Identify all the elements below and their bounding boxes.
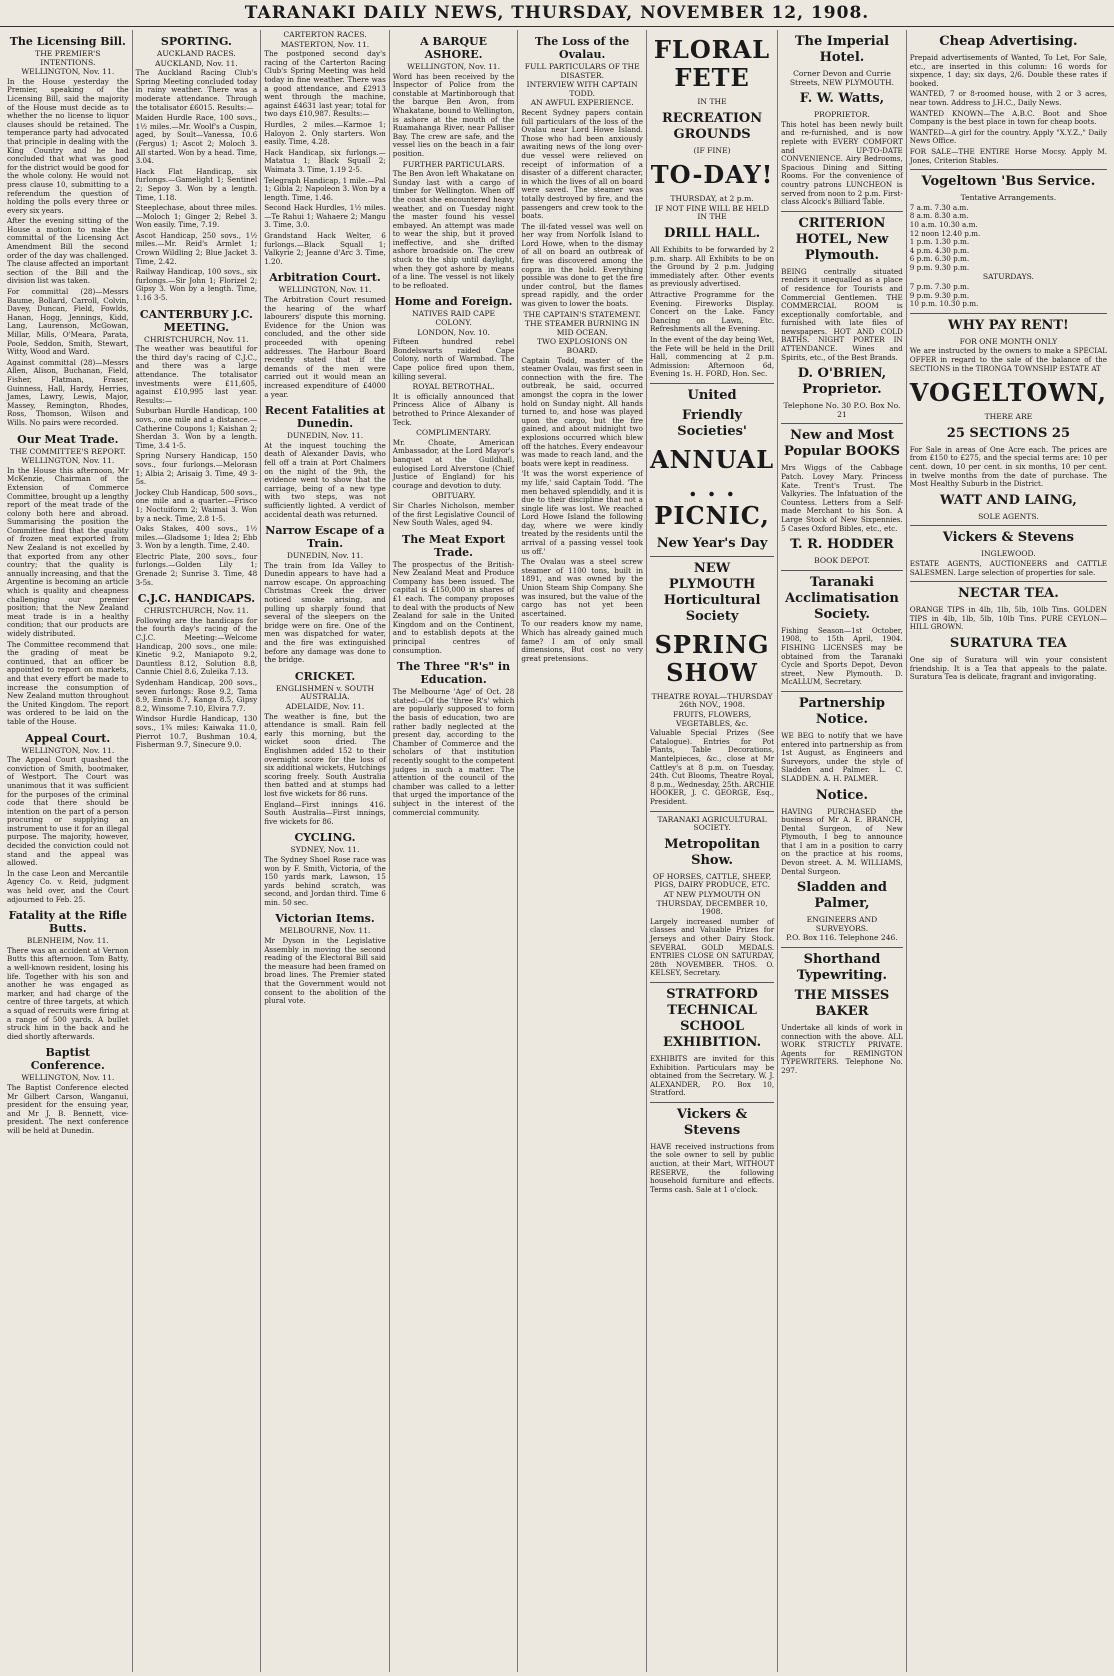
timetable-row: 6 p.m. 6.30 p.m. xyxy=(909,254,970,264)
article-headline: Arbitration Court. xyxy=(269,271,381,285)
body-text: WE BEG to notify that we have entered into partnership as from 1st August, as Engineers and Surveyors, under the style of Sladden and Palmer. L. C. SLADDEN. A. H. PALMER. xyxy=(781,730,903,783)
body-text: Attractive Programme for the Evening. Fireworks Display. Concert on the Lake. Fancy Dancing on Lawn, Etc. Refreshments all the Evening. xyxy=(649,289,775,334)
subheading: THERE ARE xyxy=(984,412,1033,422)
subheading: FOR ONE MONTH ONLY xyxy=(959,336,1058,346)
body-text: Spring Nursery Handicap, 150 sovs., four furlongs.—Melorasn 1; Albia 2; Arisaig 3. Time, 49 3-5s. xyxy=(135,451,258,487)
subheading: FULL PARTICULARS OF THE DISASTER. xyxy=(524,62,640,80)
body-text: WANTED—A girl for the country. Apply "X.Y.Z.," Daily News Office. xyxy=(909,127,1108,146)
advert-heading: D. O'BRIEN, Proprietor. xyxy=(797,366,887,398)
body-text: The Appeal Court quashed the conviction of Smith, bootmaker, of Westport. The Court was unanimous that it was sufficient for the purposes of the criminal code that there should be intention on the part of a person procuring or supplying an instrument to use it for an illegal purpose. The majority, however, decided the conviction could not stand and the appeal was allowed. xyxy=(7,755,129,868)
body-text: The Sydney Shoel Rose race was won by F. Smith, Victoria, of the 150 yards mark, Lawson, 15 yards behind scratch, was second, and Jordan third. Time 6 min. 50 sec. xyxy=(264,854,386,907)
body-text: Ascot Handicap, 250 sovs., 1½ miles.—Mr. Reid's Armlet 1; Crown Wildling 2; Blue Jacket 3. Time, 2.42. xyxy=(135,230,258,266)
body-text: The Ovalau was a steel screw steamer of 1100 tons, built in 1891, and was owned by the Union Steam Ship Company. She was insured, but the value of the cargo has not yet been ascertained. xyxy=(521,557,643,618)
body-text: Valuable Special Prizes (See Catalogue). Entries for Pot Plants, Table Decorations, Mantelpieces, &c., close at Mr Cattley's at 8 p.m. on Tuesday, 24th. Cut Blooms, Theatre Royal, 8 p.m., Wednesday, 25th. ARCHIE HOOKER, J. C. GEORGE, Esq., President. xyxy=(649,728,775,806)
article-headline: The Loss of the Ovalau. xyxy=(535,35,630,61)
body-text: Undertake all kinds of work in connection with the above. ALL WORK STRICTLY PRIVATE. Agents for REMINGTON TYPEWRITERS. Telephone No. 297. xyxy=(781,1023,903,1075)
body-text: WANTED, 7 or 8-roomed house, with 2 or 3 acres, near town. Address to J.H.C., Daily News. xyxy=(909,89,1108,107)
subheading: DUNEDIN, Nov. 11. xyxy=(286,551,364,561)
article-headline: Appeal Court. xyxy=(25,731,111,745)
column-divider-rule xyxy=(650,811,774,812)
body-text: Telegraph Handicap, 1 mile.—Pal 1; Gibla 2; Napoleon 3. Won by a length. Time, 1.46. xyxy=(264,175,386,202)
article-headline: The Three "R's" in Education. xyxy=(397,660,511,687)
subheading: WELLINGTON, Nov. 11. xyxy=(21,1073,115,1083)
advert-heading: New and Most Popular BOOKS xyxy=(783,428,900,460)
subheading: NATIVES RAID CAPE COLONY. xyxy=(412,309,496,328)
article-headline: Recent Fatalities at Dunedin. xyxy=(264,404,386,431)
advert-display-heading: SPRING SHOW xyxy=(654,629,770,687)
newspaper-column xyxy=(390,30,519,1672)
subheading: LONDON, Nov. 10. xyxy=(417,327,490,337)
body-text: Hurdles, 2 miles.—Karmoe 1; Haloyon 2. Only starters. Won easily. Time, 4.28. xyxy=(264,119,386,147)
subheading: WELLINGTON, Nov. 11. xyxy=(407,62,501,71)
masthead: TARANAKI DAILY NEWS, THURSDAY, NOVEMBER 12, 1908. xyxy=(0,0,1114,27)
body-text: The weather is fine, but the attendance is small. Rain fell early this morning, but the wicket soon dried. The Englishmen added 152 to their overnight score for the loss of six additional wickets, Hutchings scoring freely. South Australia then batted and at stumps had lost five wickets for 86 runs. xyxy=(264,711,386,798)
article-headline: Fatality at the Rifle Butts. xyxy=(8,909,128,936)
body-text: The Baptist Conference elected Mr Gilbert Carson, Wanganui, president for the ensuing year, and Mr J. B. Bennett, vice-president. The next conference will be held at Dunedin. xyxy=(7,1082,129,1135)
advert-heading: Shorthand Typewriting. xyxy=(796,952,888,984)
body-text: For Sale in areas of One Acre each. The prices are from £150 to £275, and the special terms are: 10 per cent. down, 10 per cent. in six months, 10 per cent. in twelve months from the date of purchase. The Most Healthy Suburb in the District. xyxy=(909,444,1108,489)
column-divider-rule xyxy=(781,691,903,692)
body-text: One sip of Suratura will win your consistent friendship. It is a Tea that appeals to the palate. Suratura Tea is delicate, fragrant and invigorating. xyxy=(909,654,1108,682)
subheading: CHRISTCHURCH, Nov. 11. xyxy=(144,606,249,616)
body-text: ORANGE TIPS in 4lb, 1lb, 5lb, 10lb Tins. GOLDEN TIPS in 4lb, 1lb, 5lb, 10lb Tins. PURE CEYLON—HILL GROWN. xyxy=(909,605,1108,632)
advert-heading: Cheap Advertising. xyxy=(939,34,1078,49)
article-headline: Our Meat Trade. xyxy=(17,432,119,446)
timetable-row: 9 p.m. 9.30 p.m. xyxy=(909,290,970,300)
column-divider-rule xyxy=(781,423,903,424)
subheading: INTERVIEW WITH CAPTAIN TODD. xyxy=(526,80,638,98)
timetable-row: 1 p.m. 1.30 p.m. xyxy=(909,237,970,247)
advert-heading: Vogeltown 'Bus Service. xyxy=(921,174,1096,190)
subheading: THE STEAMER BURNING IN MID OCEAN. xyxy=(524,319,640,337)
body-text: The Arbitration Court resumed the hearing of the wharf labourers' dispute this morning. Evidence for the Union was concluded, and the other side proceeded with opening addresses. The Harbour Board recently stated that if the demands of the men were carried out it would mean an increased expenditure of £4000 a year. xyxy=(264,295,386,399)
advert-heading: Notice. xyxy=(815,787,869,803)
body-text: EXHIBITS are invited for this Exhibition. Particulars may be obtained from the Secretary. W. J. ALEXANDER, P.O. Box 10, Stratford. xyxy=(649,1053,775,1098)
body-text: The Auckland Racing Club's Spring Meeting concluded today in rainy weather. There was a moderate attendance. Through the totalisator £6015. Results:— xyxy=(135,68,258,112)
advert-heading: NECTAR TEA. xyxy=(958,586,1059,602)
column-divider-rule xyxy=(910,525,1107,526)
advert-heading: United xyxy=(687,387,737,403)
body-text: Mr. Choate, American Ambassador, at the Lord Mayor's banquet at the Guildhall, eulogised Lord Alverstone (Chief Justice of England) for his courage and devotion to duty. xyxy=(392,437,515,490)
advert-heading: WHY PAY RENT! xyxy=(948,317,1069,333)
subheading: WELLINGTON, Nov. 11. xyxy=(21,745,115,755)
subheading: SYDNEY, Nov. 11. xyxy=(290,845,360,855)
body-text: Following are the handicaps for the fourth day's racing of the C.J.C. Meeting:—Welcome Handicap, 200 sovs., one mile: Kinetic 9.2, Maniapoto 9.2, Dauntless 8.12, Solution 8.8, Cannie Chiel 8.6, Zuleika 7.13. xyxy=(135,615,258,677)
body-text: It is officially announced that Princess Alice of Albany is betrothed to Prince Alexander of Teck. xyxy=(392,391,515,427)
newspaper-column xyxy=(907,30,1110,1672)
advert-heading: Friendly Societies' xyxy=(677,407,747,439)
body-text: Fifteen hundred rebel Bondelswarts raided Cape Colony, north of Warmbad. The Cape police fired upon them, killing several. xyxy=(392,337,515,381)
subheading: CHRISTCHURCH, Nov. 11. xyxy=(144,334,249,344)
subheading: BLENHEIM, Nov. 11. xyxy=(26,936,109,946)
subheading: Tentative Arrangements. xyxy=(960,193,1057,203)
subheading: COMPLIMENTARY. xyxy=(416,428,492,438)
article-headline: A BARQUE ASHORE. xyxy=(420,35,488,61)
article-headline: CANTERBURY J.C. MEETING. xyxy=(139,307,253,334)
body-text: ESTATE AGENTS, AUCTIONEERS and CATTLE SALESMEN. Large selection of properties for sale. xyxy=(909,558,1108,577)
body-text: Recent Sydney papers contain full particulars of the loss of the Ovalau near Lord Howe Island. Those who had been anxiously awaiting news of the long over-due vessel were relieved on receipt of information of a disaster of a different character, in which the lives of all on board were saved. The steamer was totally destroyed by fire, and the passengers and crew took to the boats. xyxy=(521,107,643,221)
column-divider-rule xyxy=(650,383,774,384)
subheading: (IF FINE) xyxy=(693,145,731,155)
subheading: THE PREMIER'S INTENTIONS. xyxy=(35,49,101,67)
body-text: Second Hack Hurdles, 1½ miles.—Te Rahui 1; Wahaere 2; Mangu 3. Time, 3.0. xyxy=(264,203,386,230)
subheading: FURTHER PARTICULARS. xyxy=(402,159,505,169)
advert-heading: CRITERION HOTEL, New Plymouth. xyxy=(795,215,889,263)
subheading: OF HORSES, CATTLE, SHEEP, PIGS, DAIRY PRODUCE, ETC. xyxy=(652,871,772,890)
advert-heading: Taranaki Acclimatisation Society. xyxy=(785,574,899,622)
body-text: This hotel has been newly built and re-furnished, and is now replete with EVERY COMFORT and UP-TO-DATE CONVENIENCE. Airy Bedrooms, Spacious Dining and Sitting Rooms. For the convenience of country patrons LUNCHEON is served from noon to 2 p.m. First-class Alcock's Billiard Table. xyxy=(781,119,903,207)
subheading: FRUITS, FLOWERS, VEGETABLES, &c. xyxy=(672,710,752,728)
body-text: Electric Plate, 200 sovs., four furlongs.—Golden Lily 1; Grenade 2; Sunrise 3. Time, 48 3-5s. xyxy=(135,551,258,587)
body-text: The postponed second day's racing of the Carterton Racing Club's Spring Meeting was held today in fine weather. There was a good attendance, and £2913 went through the machine, against £4631 last year; total for two days £10,987. Results:— xyxy=(264,49,386,119)
subheading: IN THE xyxy=(697,97,727,106)
subheading: ADELAIDE, Nov. 11. xyxy=(285,702,365,711)
advert-heading: Metropolitan Show. xyxy=(664,836,760,868)
body-text: Sydenham Handicap, 200 sovs., seven furlongs: Rose 9.2, Tama 8.9, Ennis 8.7, Kanga 8.5, Gipsy 8.2, Winsome 7.10, Elvira 7.7. xyxy=(135,678,258,713)
advert-heading: F. W. Watts, xyxy=(799,91,885,107)
newspaper-column xyxy=(518,30,647,1672)
column-divider-rule xyxy=(781,570,903,571)
subheading: CARTERTON RACES. xyxy=(283,30,367,39)
body-text: Sir Charles Nicholson, member of the first Legislative Council of New South Wales, aged 94. xyxy=(392,500,515,528)
timetable-row: 10 p.m. 10.30 p.m. xyxy=(909,299,979,309)
body-text: Steeplechase, about three miles.—Moloch 1; Ginger 2; Rebel 3. Won easily. Time, 7.19. xyxy=(135,203,258,230)
body-text: To our readers know my name, Which has already gained much fame? I am of only small dimensions, But cost no very great pretensions. xyxy=(521,619,643,663)
body-text: In the case Leon and Mercantile Agency Co. v. Reid, judgment was held over, and the Court adjourned to Feb. 25. xyxy=(7,868,129,904)
body-text: Prepaid advertisements of Wanted, To Let, For Sale, etc., are inserted in this column: 16 words for sixpence, 1 day; six days, 2/6. Double these rates if booked. xyxy=(909,53,1108,88)
body-text: Hack Flat Handicap, six furlongs.—Gamelight 1; Sentinel 2; Sepoy 3. Won by a length. Time, 1.18. xyxy=(135,166,258,202)
subheading: THURSDAY, at 2 p.m. xyxy=(670,194,754,204)
body-text: At the inquest touching the death of Alexander Davis, who fell off a train at Port Chalmers on the night of the 9th, the evidence went to show that the carriage, being of a new type with two steps, was not sufficiently lighted. A verdict of accidental death was returned. xyxy=(264,440,386,519)
subheading: SOLE AGENTS. xyxy=(978,511,1039,521)
newspaper-column xyxy=(647,30,778,1672)
subheading: MELBOURNE, Nov. 11. xyxy=(279,926,371,936)
body-text: Largely increased number of classes and Valuable Prizes for Jerseys and other Dairy Stock. SEVERAL GOLD MEDALS. ENTRIES CLOSE ON SATURDAY, 28th NOVEMBER. THOS. O. KELSEY, Secretary. xyxy=(649,916,775,978)
advert-display-heading: TO-DAY! xyxy=(650,160,774,190)
advert-heading: Vickers & Stevens xyxy=(942,530,1074,546)
subheading: WELLINGTON, Nov. 11. xyxy=(21,456,115,466)
body-text: Word has been received by the Inspector of Police from the constable at Martinborough that the barque Ben Avon, from Whakatane, bound to Wellington, is ashore at the mouth of the Ruamahanga River, near Palliser Bay. The crew are safe, and the vessel lies on the beach in a fair position. xyxy=(392,71,515,158)
body-text: The Melbourne 'Age' of Oct. 28 stated:—Of the 'three R's' which are popularly supposed to form the basis of education, two are rather badly neglected at the present day, according to the Chamber of Commerce and the scholars of that institution recently sought to the competent judges in such a matter. The attention of the council of the chamber was called to a letter that urged the importance of the subject in the interest of the commercial community. xyxy=(392,687,515,817)
body-text: The weather was beautiful for the third day's racing of C.J.C., and there was a large attendance. The totalisator investments were £11,605, against £10,995 last year. Results:— xyxy=(135,344,258,405)
body-text: The Ben Avon left Whakatane on Sunday last with a cargo of timber for Wellington. When off the coast she encountered heavy weather, and on Tuesday night the master found his vessel embayed. An attempt was made to wear the ship, but it proved ineffective, and she drifted ashore broadside on. The crew stuck to the ship until daylight, when they got ashore by means of a line. The vessel is not likely to be refloated. xyxy=(392,169,515,290)
column-divider-rule xyxy=(910,313,1107,314)
body-text: Grandstand Hack Welter, 6 furlongs.—Black Squall 1; Valkyrie 2; Jeanne d'Arc 3. Time, 1.20. xyxy=(264,231,386,266)
subheading: OBITUARY. xyxy=(431,491,476,501)
body-text: Mr Dyson in the Legislative Assembly in moving the second reading of the Electoral Bill said the measure had been framed on broad lines. The Premier stated that the Government would not consent to the abolition of the plural vote. xyxy=(264,936,386,1006)
article-headline: Narrow Escape of a Train. xyxy=(265,524,385,551)
body-text: All Exhibits to be forwarded by 2 p.m. sharp. All Exhibits to be on the Ground by 2 p.m. Judging immediately after. Other events as previously advertised. xyxy=(649,244,775,289)
article-headline: C.J.C. HANDICAPS. xyxy=(137,592,256,606)
article-headline: The Licensing Bill. xyxy=(9,35,126,48)
body-text: Suburban Hurdle Handicap, 100 sovs., one mile and a distance.—Catherine Coupons 1; Kaishan 2; Sherdan 3. Won by a length. Time, 3.4 1-5. xyxy=(135,406,258,450)
body-text: Captain Todd, master of the steamer Ovalau, was first seen in connection with the fire. The outbreak, he said, occurred amongst the copra in the lower hold on Sunday night. All hands turned to, and hose was played upon the cargo, but the fire gained, and about midnight two explosions occurred which blew off the hatches. Every endeavour was made to reach land, and the boats were kept in readiness. xyxy=(521,355,643,468)
timetable-row: 10 a.m. 10.30 a.m. xyxy=(909,219,978,229)
body-text: Hack Handicap, six furlongs.—Matatua 1; Black Squall 2; Waimata 3. Time, 1.19 2-5. xyxy=(264,147,386,174)
subheading: BOOK DEPOT. xyxy=(814,556,870,566)
body-text: The train from Ida Valley to Dunedin appears to have had a narrow escape. On approaching Christmas Creek the driver noticed smoke arising, and pulling up sharply found that several of the sleepers on the bridge were on fire. One of the men was dispatched for water, and the fire was extinguished before any damage was done to the bridge. xyxy=(264,560,386,665)
advert-heading: THE MISSES BAKER xyxy=(794,988,890,1020)
subheading: THEATRE ROYAL—THURSDAY 26th NOV., 1908. xyxy=(651,691,773,710)
subheading: IF NOT FINE WILL BE HELD IN THE xyxy=(655,203,770,222)
advert-heading: RECREATION GROUNDS xyxy=(662,110,763,142)
newspaper-column xyxy=(133,30,262,1672)
body-text: FOR SALE—THE ENTIRE Horse Mocsy. Apply M. Jones, Criterion Stables. xyxy=(909,146,1108,165)
advert-heading: DRILL HALL. xyxy=(663,225,761,241)
advert-heading: WATT AND LAING, xyxy=(940,492,1077,508)
body-text: WANTED KNOWN—The A.B.C. Boot and Shoe Company is the best place in town for cheap boots. xyxy=(909,108,1108,127)
body-text: In the House this afternoon, Mr McKenzie, Chairman of the Extension of Commerce Committee, brought up a lengthy report of the meat trade of the colony both here and abroad. Summarising the position the Committee find that the quality of frozen meat exported from New Zealand is not excelled by that exported from any other country; that the quality is annually increasing, and that the Argentine is becoming an article which is quality and cheapness challenging our premier position; that the New Zealand meat trade is in a healthy condition; that our products are widely distributed. xyxy=(7,465,129,638)
subheading: AN AWFUL EXPERIENCE. xyxy=(530,98,634,108)
body-text: BEING centrally situated renders it unequalled as a place of residence for Tourists and Commercial Gentlemen. THE COMMERCIAL ROOM is exceptionally comfortable, and furnished with late files of newspapers. HOT AND COLD BATHS. NIGHT PORTER IN ATTENDANCE. Wines and Spirits, etc., of the Best Brands. xyxy=(781,266,903,362)
advert-heading: Sladden and Palmer, xyxy=(796,880,888,912)
article-headline: CRICKET. xyxy=(294,669,356,683)
advert-heading: NEW PLYMOUTH Horticultural Society xyxy=(663,560,761,624)
column-divider-rule xyxy=(781,947,903,948)
subheading: ENGINEERS AND SURVEYORS. xyxy=(806,915,878,933)
article-headline: The Meat Export Trade. xyxy=(402,532,506,559)
body-text: After the evening sitting of the House a motion to make the committal of the Licensing Act Amendment Bill the second order of the day was challenged. The clause affected an important section of the Bill and the division list was taken. xyxy=(7,216,129,286)
subheading: AT NEW PLYMOUTH ON THURSDAY, DECEMBER 10, 1908. xyxy=(656,889,768,917)
column-divider-rule xyxy=(910,581,1107,582)
subheading: PROPRIETOR. xyxy=(814,110,870,120)
body-text: England—First innings 416. South Australia—First innings, five wickets for 86. xyxy=(264,799,386,826)
column-divider-rule xyxy=(781,211,903,212)
body-text: Oaks Stakes, 400 sovs., 1½ miles.—Gladsome 1; Idea 2; Ebb 3. Won by a length. Time, 2.40. xyxy=(135,524,258,551)
advert-heading: New Year's Day xyxy=(656,535,768,551)
timetable-row: 8 a.m. 8.30 a.m. xyxy=(909,211,969,221)
subheading: ENGLISHMEN v. SOUTH AUSTRALIA. xyxy=(275,683,375,702)
column-divider-rule xyxy=(650,1102,774,1103)
advert-heading: Vickers & Stevens xyxy=(676,1106,748,1138)
subheading: P.O. Box 116. Telephone 246. xyxy=(786,933,898,943)
article-headline: Baptist Conference. xyxy=(30,1046,105,1073)
body-text: In the House yesterday the Premier, speaking of the Licensing Bill, said the majority of the House must decide as to whether the no license to liquor clauses should be retained. The temperance party had advocated that principle in dealing with the King Country and he had concluded that what was good for the district would be good for the whole colony. He would not press clause 10, submitting to a referendum the question of holding the polls every three or every six years. xyxy=(7,76,129,215)
subheading: TARANAKI AGRICULTURAL SOCIETY. xyxy=(657,814,767,833)
timetable-row: 4 p.m. 4.30 p.m. xyxy=(909,245,970,255)
advert-display-heading: VOGELTOWN, xyxy=(909,378,1108,408)
article-headline: SPORTING. xyxy=(160,35,232,48)
body-text: 'It was the worst experience of my life,' said Captain Todd. 'The men behaved splendidly, and it is due to their discipline that not a single life was lost. We reached Lord Howe Island the following day, where we were kindly treated by the residents until the arrival of a passing vessel took us off.' xyxy=(521,469,643,556)
newspaper-column xyxy=(778,30,907,1672)
column-divider-rule xyxy=(650,982,774,983)
newspaper-column xyxy=(4,30,133,1672)
body-text: Railway Handicap, 100 sovs., six furlongs.—Sir John 1; Florizel 2; Gipsy 3. Won by a length. Time, 1.16 3-5. xyxy=(135,267,258,303)
body-text: The ill-fated vessel was well on her way from Norfolk Island to Lord Howe, when to the dismay of all on board an outbreak of fire was discovered among the copra in the hold. Everything possible was done to get the fire under control, but the flames spread rapidly, and the order was given to lower the boats. xyxy=(521,221,643,309)
timetable-list xyxy=(910,204,1107,273)
subheading: AUCKLAND, Nov. 11. xyxy=(155,58,238,68)
article-headline: Victorian Items. xyxy=(275,912,375,926)
subheading: DUNEDIN, Nov. 11. xyxy=(286,431,364,441)
body-text: For committal (28)—Messrs Baume, Bollard, Carroll, Colvin, Davey, Duncan, Field, Fowlds, Hanan, Hogg, Jennings, Kidd, Lang, Laurenson, McGowan, Millar, Mills, O'Meara, Parata, Poole, Seddon, Smith, Stewart, Witty, Wood and Ward. xyxy=(7,287,129,357)
advert-heading: STRATFORD TECHNICAL SCHOOL EXHIBITION. xyxy=(663,986,762,1050)
timetable-list xyxy=(910,283,1107,309)
body-text: Fishing Season—1st October, 1908, to 15th April, 1904. FISHING LICENSES may be obtained from the Taranaki Cycle and Sports Depot, Devon street, New Plymouth. D. McALLUM, Secretary. xyxy=(781,625,903,687)
advert-heading: Partnership Notice. xyxy=(798,695,885,727)
body-text: Jockey Club Handicap, 500 sovs., one mile and a quarter.—Frisco 1; Noctuiform 2; Waimai 3. Won by a neck. Time, 2.8 1-5. xyxy=(135,487,258,523)
subheading: INGLEWOOD. xyxy=(981,549,1036,559)
body-text: We are instructed by the owners to make a SPECIAL OFFER in regard to the sale of the balance of the SECTIONS in the TIRONGA TOWNSHIP ESTATE AT xyxy=(909,346,1108,373)
column-divider-rule xyxy=(650,556,774,557)
advert-heading: 25 SECTIONS 25 xyxy=(946,425,1071,441)
subheading: SATURDAYS. xyxy=(982,272,1034,282)
timetable-row: 7 a.m. 7.30 a.m. xyxy=(909,202,969,212)
advert-heading: T. R. HODDER xyxy=(790,537,894,553)
subheading: THE COMMITTEE'S REPORT. xyxy=(9,446,126,456)
subheading: WELLINGTON, Nov. 11. xyxy=(21,67,115,77)
article-headline: CYCLING. xyxy=(294,831,356,845)
timetable-row: 12 noon 12.40 p.m. xyxy=(909,228,981,238)
body-text: The prospectus of the British-New Zealand Meat and Produce Company has been issued. The capital is £150,000 in shares of £1 each. The company proposes to deal with the products of New Zealand for sale in the United Kingdom and on the Continent, and to establish depots at the principal centres of consumption. xyxy=(392,559,515,655)
column-divider-rule xyxy=(910,169,1107,170)
body-text: Maiden Hurdle Race, 100 sovs., 1½ miles.—Mr. Woolf's a Cuspin, aged, by Soult—Vanessa, 10.6 (Fergus) 1; Ascot 2; Moloch 3. All started. Won by a head. Time, 3.04. xyxy=(135,113,258,166)
article-headline: Home and Foreign. xyxy=(394,295,513,309)
body-text: Mrs Wiggs of the Cabbage Patch. Lovey Mary. Princess Kate. Trent's Trust. The Valkyries. The Infatuation of the Countess. Letters from a Self-made Merchant to his Son. A Large Stock of New Sixpennies. 5 Cases Oxford Bibles, etc., etc. xyxy=(781,463,903,533)
body-text: HAVING PURCHASED the business of Mr A. E. BRANCH, Dental Surgeon, of New Plymouth, I beg to announce that I am in a position to carry on the practice at his rooms, Devon street. A. M. WILLIAMS, Dental Surgeon. xyxy=(781,806,903,876)
subheading: THE CAPTAIN'S STATEMENT. xyxy=(523,309,641,319)
subheading: MASTERTON, Nov. 11. xyxy=(280,39,370,49)
advert-heading: The Imperial Hotel. xyxy=(794,34,890,65)
subheading: WELLINGTON, Nov. 11. xyxy=(278,285,372,295)
body-text: Windsor Hurdle Handicap, 130 sovs., 1¾ miles: Kaiwaka 11.0, Pierrot 10.7, Bushman 10.4, Fisherman 9.7, Sinecure 9.0. xyxy=(135,714,258,750)
body-text: There was an accident at Vernon Butts this afternoon. Tom Batty, a well-known resident, losing his life. Together with his son and another he was engaged as marker, and had charge of the centre of three targets, at which a squad of recruits were firing at a range of 500 yards. A bullet struck him in the back and he died shortly afterwards. xyxy=(7,945,129,1041)
subheading: Corner Devon and Currie Streets, NEW PLYMOUTH. xyxy=(789,69,895,87)
advert-display-heading: FLORAL FETE xyxy=(653,35,771,92)
subheading: Telephone No. 30 P.O. Box No. 21 xyxy=(783,401,901,419)
columns-container xyxy=(4,30,1110,1672)
timetable-row: 7 p.m. 7.30 p.m. xyxy=(909,282,970,292)
subheading: ROYAL BETROTHAL. xyxy=(412,382,495,392)
body-text: HAVE received instructions from the sole owner to sell by public auction, at their Mart, WITHOUT RESERVE, the following household furniture and effects. Terms cash. Sale at 1 o'clock. xyxy=(649,1141,775,1194)
advert-display-heading: ANNUAL . . . PICNIC, xyxy=(649,444,775,530)
body-text: In the event of the day being Wet, the Fete will be held in the Drill Hall, commencing at 2 p.m. Admission: Afternoon 6d, Evening 1s. H. FORD, Hon. Sec. xyxy=(649,334,775,379)
body-text: The Committee recommend that the grading of meat be continued, that an officer be appointed to report on markets, and that every effort be made to increase the consumption of New Zealand mutton throughout the United Kingdom. The report was ordered to be laid on the table of the House. xyxy=(7,639,129,726)
timetable-row: 9 p.m. 9.30 p.m. xyxy=(909,262,970,272)
newspaper-column xyxy=(261,30,390,1672)
subheading: AUCKLAND RACES. xyxy=(156,49,236,58)
advert-heading: SURATURA TEA xyxy=(949,635,1067,651)
body-text: Against committal (28)—Messrs Allen, Alison, Buchanan, Field, Fisher, Flatman, Fraser, Guinness, Hall, Hardy, Herries, James, Lawry, Lewis, Major, Massey, Remington, Rhodes, Ross, Thomson, Wilson and Wills. No pairs were recorded. xyxy=(7,357,129,427)
subheading: TWO EXPLOSIONS ON BOARD. xyxy=(536,337,628,355)
